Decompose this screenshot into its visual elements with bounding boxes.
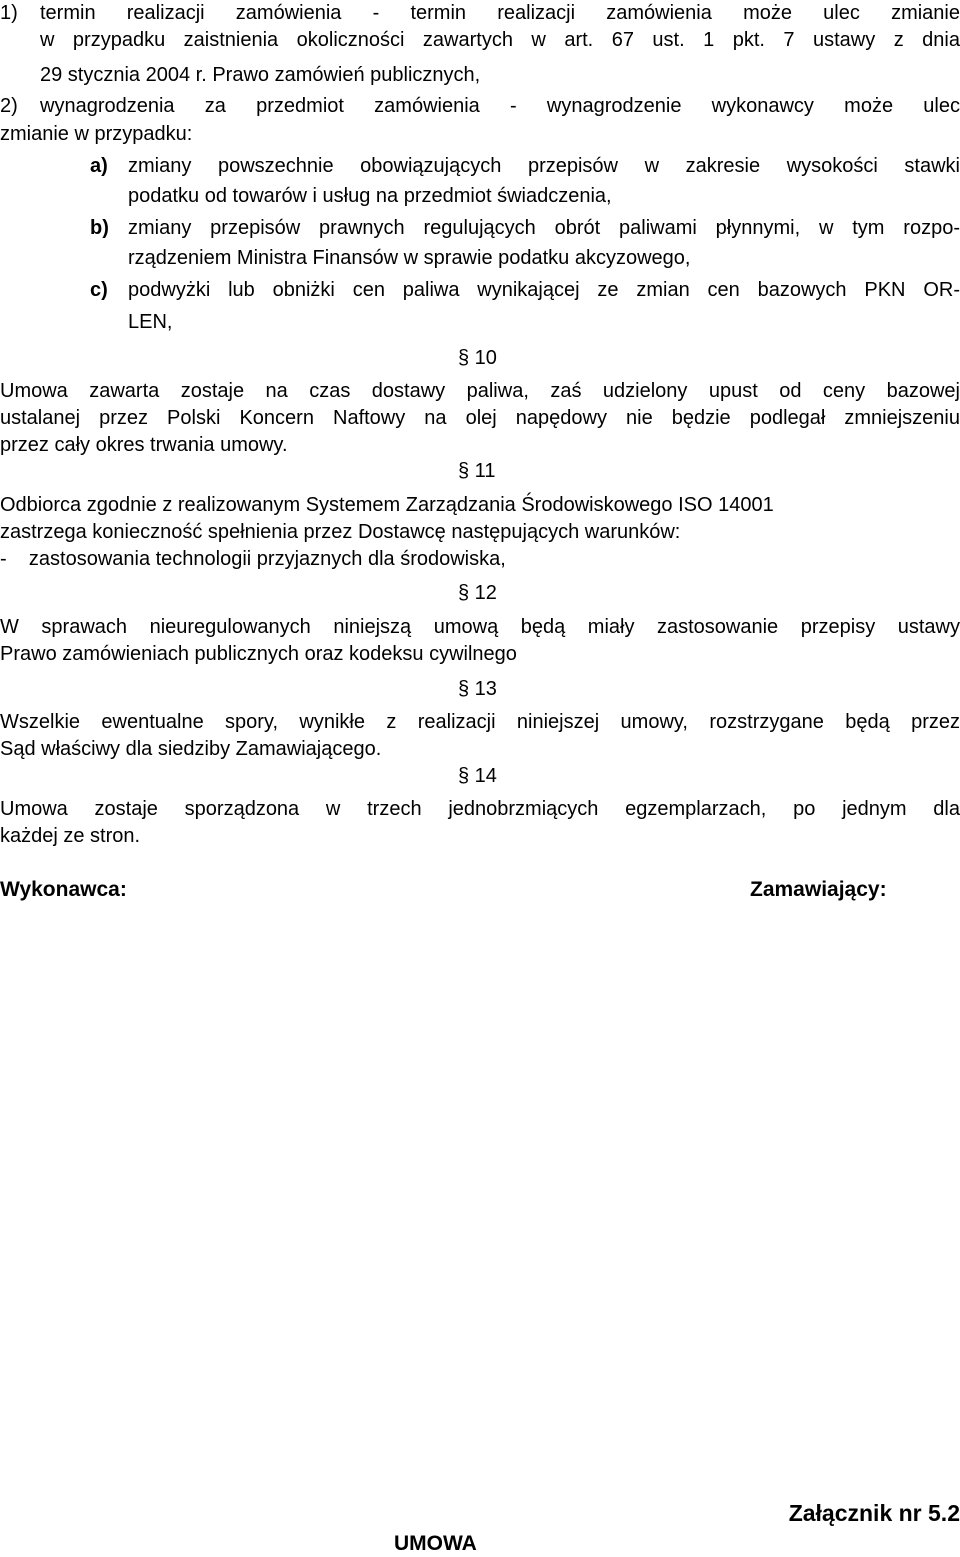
section-14-line-1: Umowa zostaje sporządzona w trzech jednobrzmiących egzemplarzach, po jednym dla <box>0 798 960 820</box>
section-10-line-1: Umowa zawarta zostaje na czas dostawy paliwa, zaś udzielony upust od ceny bazowej <box>0 380 960 402</box>
section-12-heading: § 12 <box>458 582 497 604</box>
point-1-line-1 <box>0 0 960 27</box>
annex-number: Załącznik nr 5.2 <box>788 1500 960 1526</box>
section-11-line-1: Odbiorca zgodnie z realizowanym Systemem Zarządzania Środowiskowego ISO 14001 <box>0 494 774 516</box>
subpoint-a-line-1: zmiany powszechnie obowiązujących przepisów w zakresie wysokości stawki <box>128 155 960 177</box>
subpoint-b-label: b) <box>90 217 109 239</box>
subpoint-a-label: a) <box>90 155 108 177</box>
section-11-line-2: zastrzega konieczność spełnienia przez Dostawcę następujących warunków: <box>0 521 681 543</box>
signature-contractor-label: Wykonawca: <box>0 878 127 901</box>
point-1-line-3: 29 stycznia 2004 r. Prawo zamówień publicznych, <box>40 64 481 86</box>
subpoint-a-line-2: podatku od towarów i usług na przedmiot świadczenia, <box>128 185 612 207</box>
section-13-line-1: Wszelkie ewentualne spory, wynikłe z realizacji niniejszej umowy, rozstrzygane będą przez <box>0 711 960 733</box>
subpoint-c-line-2: LEN, <box>128 311 173 333</box>
point-2-line-2: zmianie w przypadku: <box>0 123 193 145</box>
section-10-line-3: przez cały okres trwania umowy. <box>0 434 288 456</box>
point-1-line-2: w przypadku zaistnienia okoliczności zawartych w art. 67 ust. 1 pkt. 7 ustawy z dnia <box>40 29 960 51</box>
point-1-number: 1) <box>0 2 18 24</box>
section-13-line-2: Sąd właściwy dla siedziby Zamawiającego. <box>0 738 382 760</box>
section-10-heading: § 10 <box>458 347 497 369</box>
subpoint-c-label: c) <box>90 279 108 301</box>
subpoint-b-line-2: rządzeniem Ministra Finansów w sprawie podatku akcyzowego, <box>128 247 691 269</box>
subpoint-b-line-1: zmiany przepisów prawnych regulujących obrót paliwami płynnymi, w tym rozpo- <box>128 217 960 239</box>
point-1-text-1: termin realizacji zamówienia - termin realizacji zamówienia może ulec zmianie <box>40 2 960 24</box>
section-13-heading: § 13 <box>458 678 497 700</box>
section-12-line-2: Prawo zamówieniach publicznych oraz kodeksu cywilnego <box>0 643 517 665</box>
section-11-line-3: - zastosowania technologii przyjaznych dla środowiska, <box>0 548 506 570</box>
signature-client-label: Zamawiający: <box>750 878 887 901</box>
point-2-line-1 <box>0 93 960 120</box>
subpoint-c-line-1: podwyżki lub obniżki cen paliwa wynikającej ze zmian cen bazowych PKN OR- <box>128 279 960 301</box>
section-14-heading: § 14 <box>458 765 497 787</box>
section-10-line-2: ustalanej przez Polski Koncern Naftowy na olej napędowy nie będzie podlegał zmniejszeniu <box>0 407 960 429</box>
point-2-number: 2) <box>0 95 18 117</box>
section-11-heading: § 11 <box>458 460 496 482</box>
document-title: UMOWA <box>394 1532 477 1555</box>
point-2-text-1: wynagrodzenia za przedmiot zamówienia - wynagrodzenie wykonawcy może ulec <box>40 95 960 117</box>
section-12-line-1: W sprawach nieuregulowanych niniejszą umową będą miały zastosowanie przepisy ustawy <box>0 616 960 638</box>
section-14-line-2: każdej ze stron. <box>0 825 141 847</box>
